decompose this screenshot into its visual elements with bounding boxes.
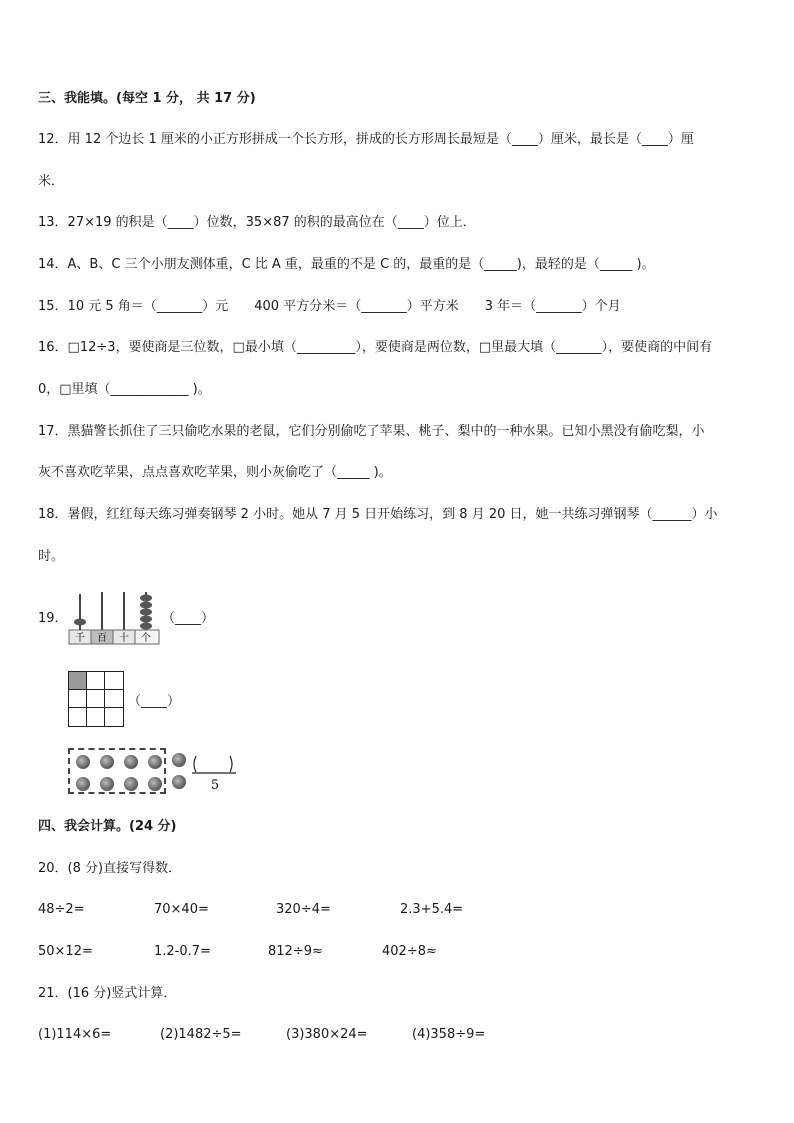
question-19-answer-1: （____）	[162, 611, 215, 626]
section-3-heading: 三、我能填。(每空 1 分， 共 17 分)	[38, 91, 256, 106]
abacus-label-thousands: 千	[75, 633, 85, 644]
grid-cell	[87, 672, 105, 690]
abacus-label-tens: 十	[119, 633, 129, 644]
question-17-line-1: 17．黑猫警长抓住了三只偷吃水果的老鼠，它们分别偷吃了苹果、桃子、梨中的一种水果。已知小黑没有偷吃梨，小	[38, 424, 705, 439]
question-20-title: 20．(8 分)直接写得数．	[38, 861, 182, 876]
grid-cell-shaded	[69, 672, 87, 690]
calc-item: 70×40=	[154, 902, 209, 917]
question-19-number: 19．	[38, 611, 68, 626]
calc-item: 1.2-0.7=	[154, 944, 211, 959]
dot-outside	[172, 753, 186, 767]
grid-cell	[69, 690, 87, 708]
calc-item: 320÷4=	[276, 902, 331, 917]
question-18-line-2: 时。	[38, 549, 65, 564]
grid-cell	[69, 708, 87, 726]
calc-item: 402÷8≈	[382, 944, 437, 959]
question-19-answer-2: （____）	[128, 694, 181, 709]
grid-cell	[105, 708, 123, 726]
question-18-line-1: 18．暑假，红红每天练习弹奏钢琴 2 小时。她从 7 月 5 日开始练习，到 8 月 20 日，她一共练习弹钢琴（______）小	[38, 507, 718, 522]
section-4-heading: 四、我会计算。(24 分)	[38, 819, 177, 834]
dot	[148, 777, 162, 791]
dot	[76, 777, 90, 791]
calc-item: 2.3+5.4=	[400, 902, 464, 917]
grid-cell	[87, 690, 105, 708]
vertical-calc-item: (4)358÷9=	[412, 1027, 486, 1042]
abacus-label-hundreds: 百	[97, 633, 107, 644]
calc-item: 50×12=	[38, 944, 93, 959]
abacus-figure	[68, 588, 160, 646]
dashed-dot-group	[68, 748, 166, 794]
vertical-calc-item: (3)380×24=	[286, 1027, 368, 1042]
fraction-figure	[190, 752, 238, 794]
question-21-title: 21．(16 分)竖式计算．	[38, 986, 177, 1001]
dot-outside	[172, 775, 186, 789]
question-17-line-2: 灰不喜欢吃苹果，点点喜欢吃苹果，则小灰偷吃了（_____ )。	[38, 465, 392, 480]
grid-cell	[105, 672, 123, 690]
grid-cell	[105, 690, 123, 708]
dot	[100, 755, 114, 769]
calc-item: 812÷9≈	[268, 944, 323, 959]
vertical-calc-item: (2)1482÷5=	[160, 1027, 242, 1042]
dot	[100, 777, 114, 791]
abacus-label-ones: 个	[141, 633, 151, 644]
question-16-line-2: 0，□里填（____________ )。	[38, 382, 211, 397]
question-14: 14．A、B、C 三个小朋友测体重，C 比 A 重，最重的不是 C 的，最重的是（_____)，最轻的是（_____ )。	[38, 257, 655, 272]
calc-item: 48÷2=	[38, 902, 85, 917]
question-12-line-1: 12．用 12 个边长 1 厘米的小正方形拼成一个长方形，拼成的长方形周长最短是（____）厘米，最长是（____）厘	[38, 132, 694, 147]
question-13: 13．27×19 的积是（____）位数，35×87 的积的最高位在（____）位上．	[38, 215, 476, 230]
fraction-denominator: 5	[210, 778, 220, 793]
question-16-line-1: 16．□12÷3，要使商是三位数，□最小填（_________），要使商是两位数，□里最大填（_______），要使商的中间有	[38, 340, 713, 355]
dot	[76, 755, 90, 769]
shaded-grid-figure	[68, 671, 124, 727]
question-15: 15．10 元 5 角＝（_______）元 400 平方分米＝（_______）平方米 3 年＝（_______）个月	[38, 299, 621, 314]
dot	[124, 777, 138, 791]
dot	[148, 755, 162, 769]
dot	[124, 755, 138, 769]
vertical-calc-item: (1)114×6=	[38, 1027, 112, 1042]
grid-cell	[87, 708, 105, 726]
question-12-line-2: 米．	[38, 174, 65, 189]
